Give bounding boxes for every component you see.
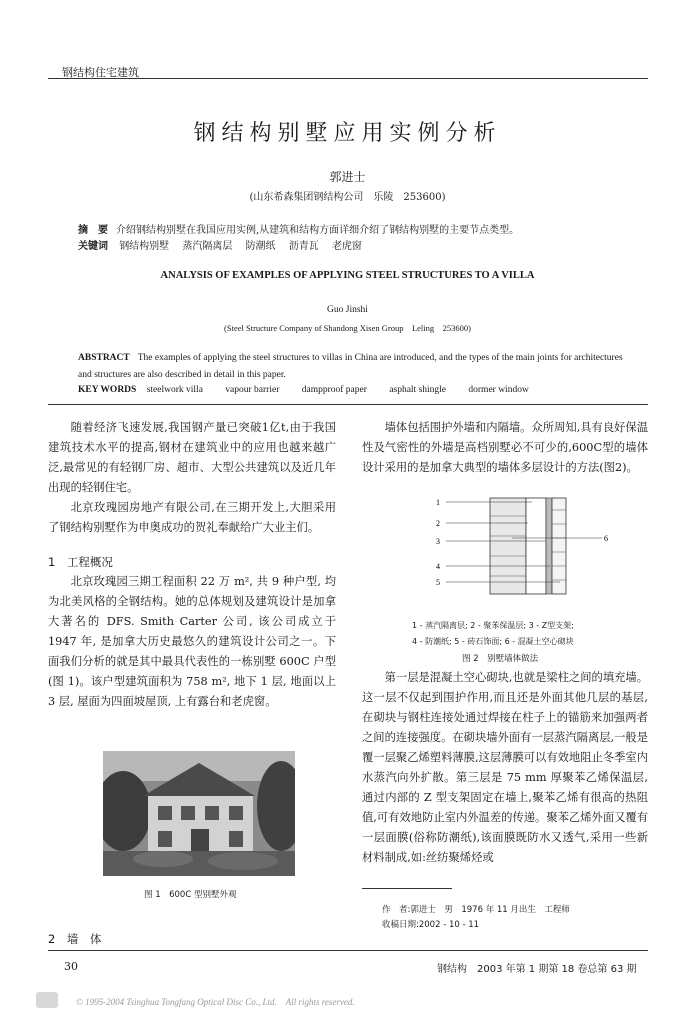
- figure-2-label: 3: [436, 537, 440, 546]
- running-head: 钢结构住宅建筑: [62, 66, 139, 79]
- journal-info: 钢结构 2003 年第 1 期第 18 卷总第 63 期: [437, 964, 637, 975]
- footer-rule: [48, 950, 648, 951]
- author-affiliation: (山东希森集团钢结构公司 乐陵 253600): [249, 192, 446, 203]
- abstract-rule: [48, 404, 648, 405]
- intro-paragraph-2: 北京玫瑰园房地产有限公司,在三期开发上,大胆采用了钢结构别墅作为申奥成功的贺礼奉献给广大业主们。: [48, 501, 336, 534]
- english-affiliation: (Steel Structure Company of Shandong Xisen Group Leling 253600): [224, 323, 471, 333]
- intro-paragraph-1: 随着经济飞速发展,我国钢产量已突破1亿t,由于我国建筑技术水平的提高,钢材在建筑业中的应用也越来越广泛,最常见的有轻钢厂房、超市、大型公共建筑以及近几年出现的轻钢住宅。: [48, 421, 336, 494]
- english-keyword: vapour barrier: [225, 385, 280, 395]
- keywords-cn: [78, 237, 362, 252]
- english-keyword: dormer window: [468, 385, 529, 395]
- abstract-cn: [78, 221, 519, 236]
- keyword: 钢结构别墅: [119, 241, 170, 252]
- figure-2-caption: 图 2 别墅墙体做法: [462, 654, 539, 664]
- english-keyword: asphalt shingle: [389, 385, 447, 395]
- right-column-bottom: [362, 668, 648, 868]
- right-column-top: [362, 418, 648, 478]
- figure-2-label: 5: [436, 578, 440, 587]
- english-abstract-text: The examples of applying the steel structures to villas in China are introduced, and the types of the main joints for architectures and structures are also described in detail in this paper.: [78, 353, 623, 380]
- section-1-paragraph: 北京玫瑰园三期工程面积 22 万 m², 共 9 种户型, 均为北美风格的全钢结构。她的总体规划及建筑设计是加拿大著名的 DFS. Smith Carter 公司, 该公司成立于 1947 年, 是加拿大历史最悠久的建筑设计公司之一。下面我们分析的就是其中最具代表性的一栋别墅 600C 户型(图 1)。该户型建筑面积为 758 m², 地下 1 层, 地面以上 3 层, 屋面为四面坡屋顶, 上有露台和老虎窗。: [48, 575, 336, 708]
- section-2-title: 2 墙 体: [48, 932, 102, 946]
- figure-1-caption: 图 1 600C 型别墅外观: [144, 890, 237, 900]
- paper-title: 钢结构别墅应用实例分析: [193, 121, 502, 146]
- section-1-title: 1 工程概况: [48, 555, 113, 569]
- footnote-received-date: 收稿日期:2002 - 10 - 11: [382, 920, 480, 930]
- page-number: 30: [64, 960, 78, 973]
- footnote-author-info: 作 者:郭进士 男 1976 年 11 月出生 工程师: [382, 905, 570, 915]
- figure-2-wall-diagram: [432, 496, 612, 596]
- english-author: Guo Jinshi: [327, 305, 368, 315]
- english-title: ANALYSIS OF EXAMPLES OF APPLYING STEEL STRUCTURES TO A VILLA: [160, 270, 535, 281]
- figure-2-legend-line-1: 1 - 蒸汽隔离层; 2 - 聚苯保温层; 3 - Z型支架;: [412, 621, 574, 630]
- keyword: 蒸汽隔离层: [182, 241, 233, 252]
- figure-2-label: 6: [604, 534, 608, 543]
- figure-2-legend-line-2: 4 - 防潮纸; 5 - 砖石饰面; 6 - 混凝土空心砌块: [412, 637, 574, 646]
- figure-2-label: 4: [436, 562, 440, 571]
- header-rule: [48, 78, 648, 79]
- footnote-rule: [362, 888, 452, 889]
- wall-paragraph-2: 第一层是混凝土空心砌块,也就是梁柱之间的填充墙。这一层不仅起到围护作用,而且还是外面其他几层的基层,在砌块与钢柱连接处通过焊接在柱子上的锚筋来加强两者之间的连接强度。在砌块墙外面有一层蒸汽隔离层,一般是覆一层聚乙烯塑料薄膜,这层薄膜可以有效地阻止冬季室内水蒸汽向外扩散。第三层是 75 mm 厚聚苯乙烯保温层,通过内部的 Z 型支架固定在墙上,聚苯乙烯有很高的热阻值,可有效地防止室内外温差的传递。聚苯乙烯外面又覆有一层面膜(俗称防潮纸),该面膜既防水又透气,采用一些新材料制成,如:丝纺聚烯烃或: [362, 671, 649, 864]
- abstract-label: 摘 要: [78, 225, 108, 236]
- publisher-logo-icon: [36, 992, 58, 1008]
- figure-2-label: 1: [436, 498, 440, 507]
- english-keyword: steelwork villa: [146, 385, 203, 395]
- author-name: 郭进士: [329, 170, 366, 184]
- english-abstract: [78, 350, 638, 384]
- keyword: 老虎窗: [331, 241, 362, 252]
- figure-1-villa-photo: [103, 751, 295, 876]
- keyword: 沥青瓦: [288, 241, 319, 252]
- english-keyword: dampproof paper: [301, 385, 367, 395]
- abstract-text: 介绍钢结构别墅在我国应用实例,从建筑和结构方面详细介绍了钢结构别墅的主要节点类型。: [116, 225, 520, 236]
- figure-2-label: 2: [436, 519, 440, 528]
- wall-paragraph-1: 墙体包括围护外墙和内隔墙。众所周知,具有良好保温性及气密性的外墙是高档别墅必不可少的,600C型的墙体设计采用的是加拿大典型的墙体多层设计的方法(图2)。: [362, 421, 649, 474]
- english-keywords: [78, 385, 549, 395]
- keyword: 防潮纸: [245, 241, 276, 252]
- copyright-notice: © 1995-2004 Tsinghua Tongfang Optical Disc Co., Ltd. All rights reserved.: [76, 997, 355, 1007]
- english-keywords-label: KEY WORDS: [78, 385, 137, 395]
- keywords-label: 关键词: [78, 241, 108, 252]
- english-abstract-label: ABSTRACT: [78, 353, 130, 363]
- left-column: [48, 418, 336, 712]
